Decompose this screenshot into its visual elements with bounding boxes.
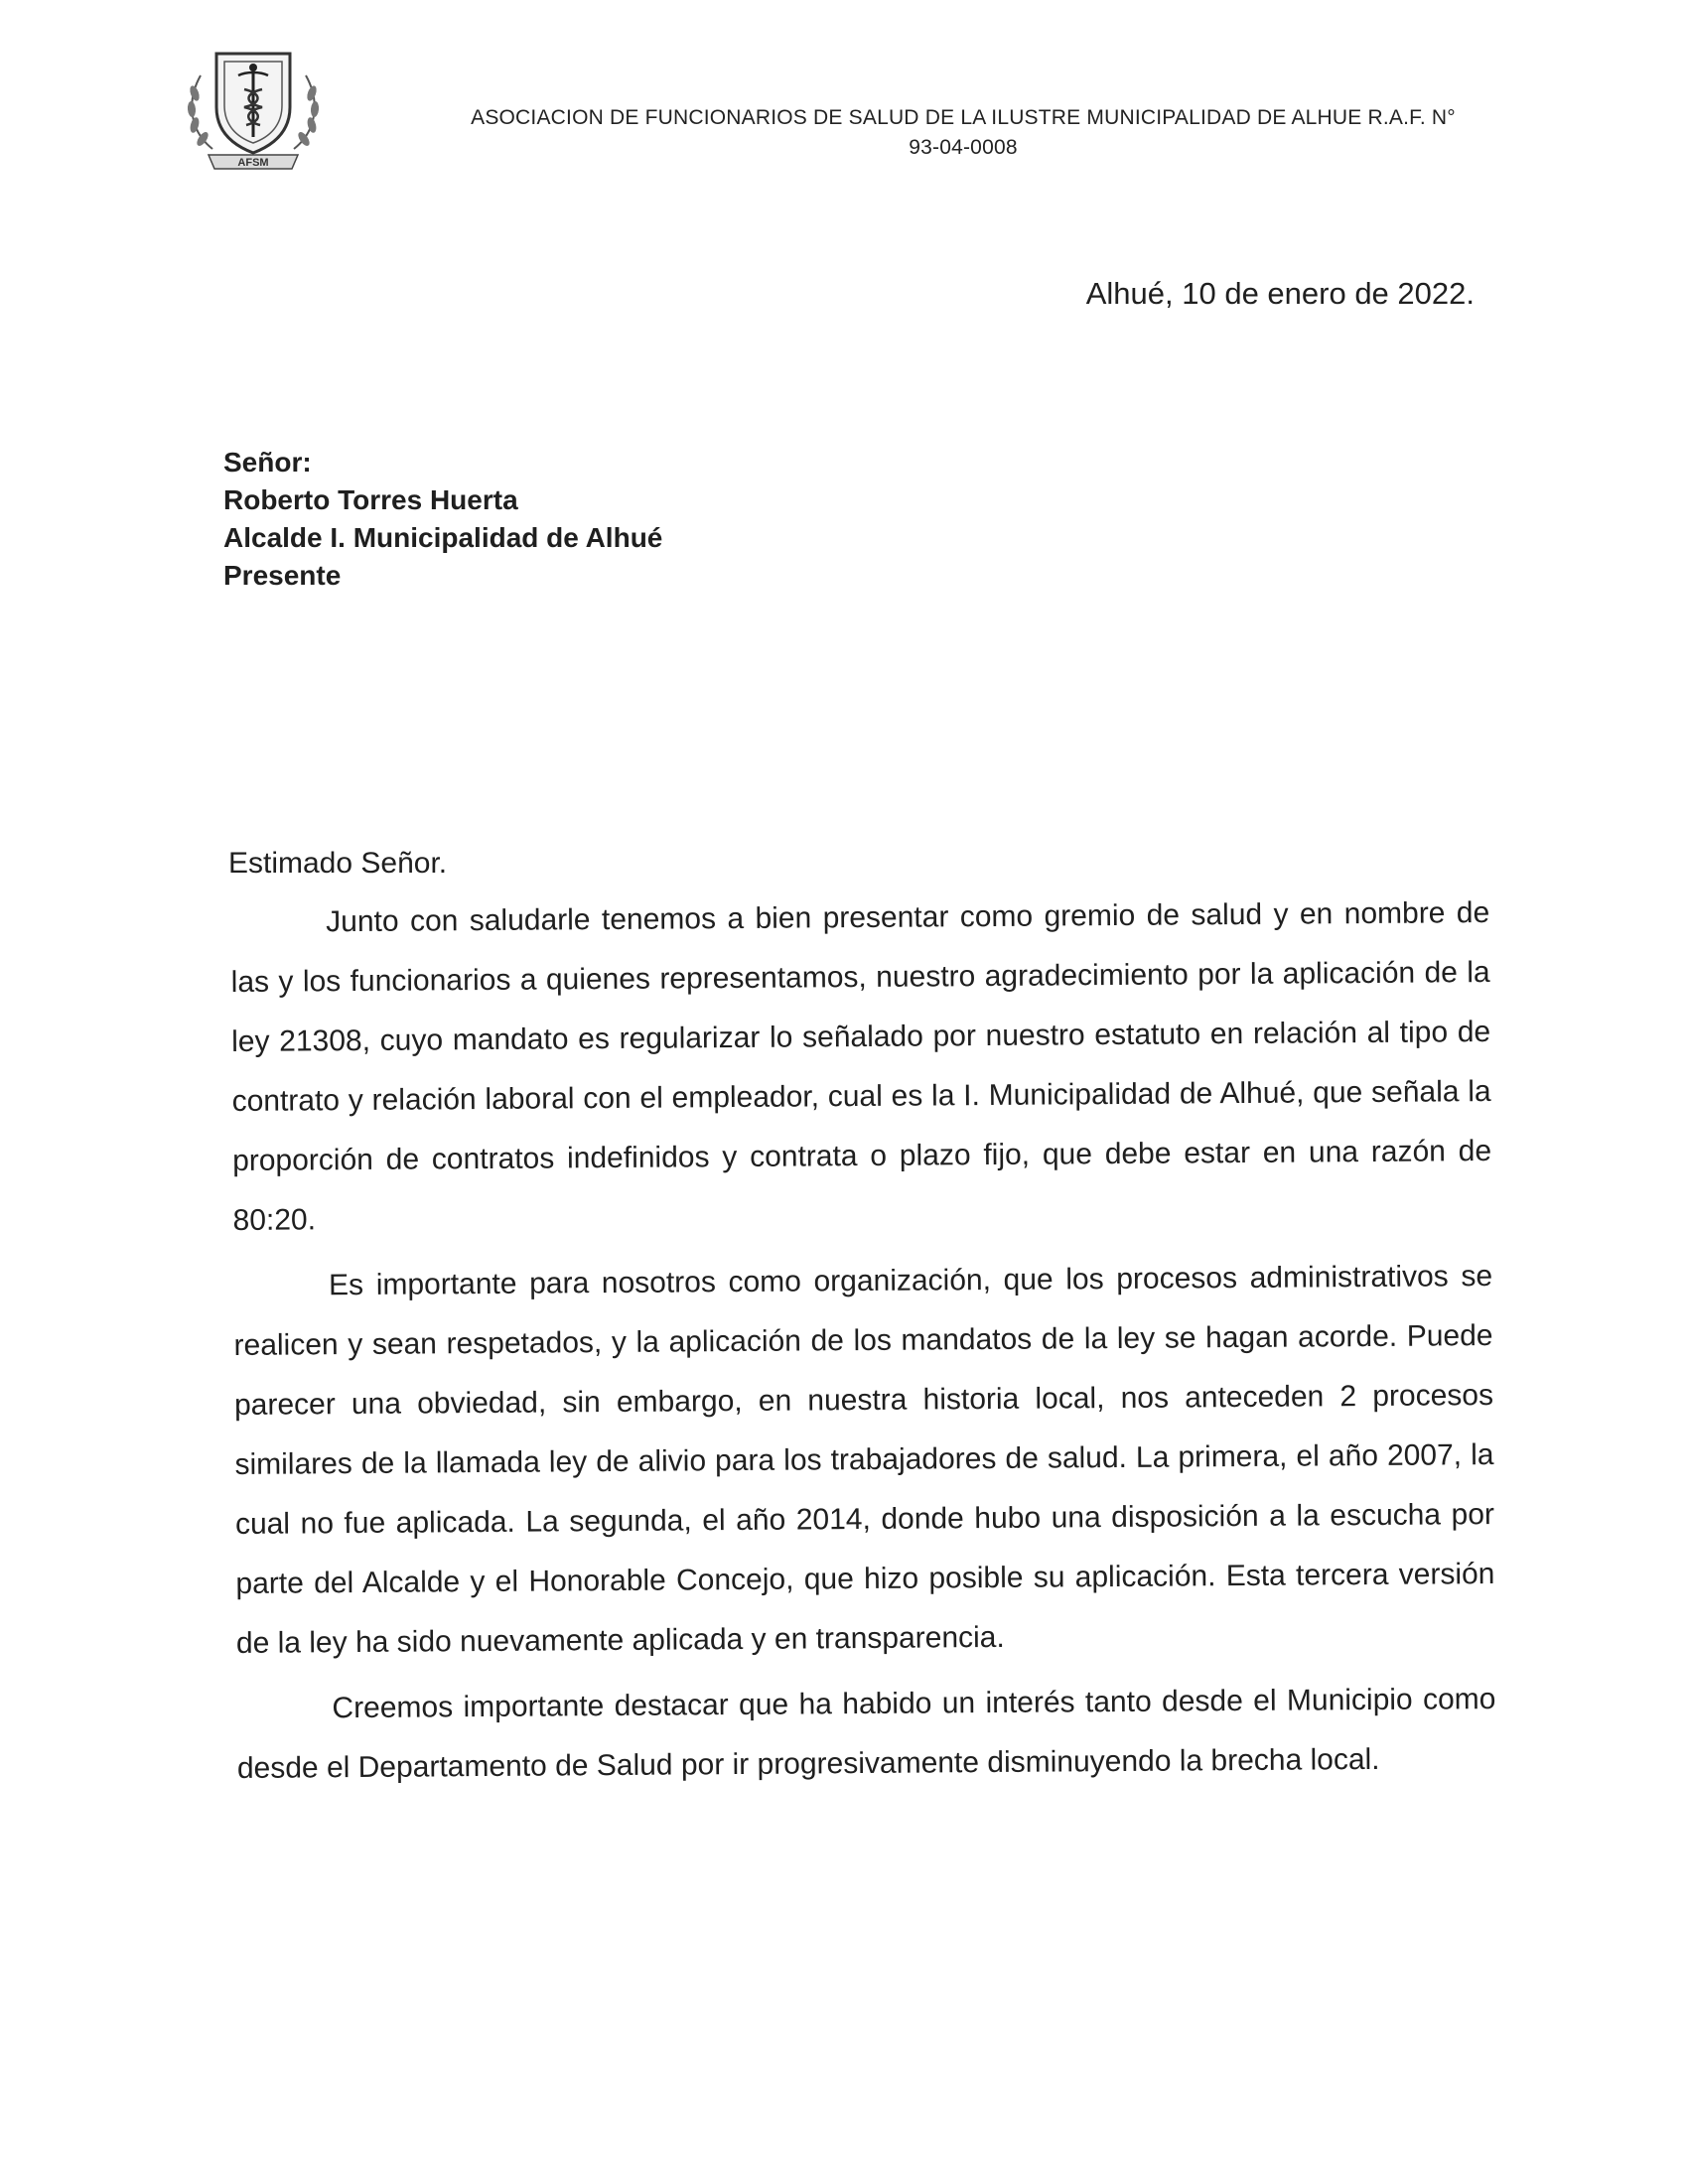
addressee-block [223,444,662,595]
addressee-position: Alcalde I. Municipalidad de Alhué [223,522,663,553]
letter-date: Alhué, 10 de enero de 2022. [1085,276,1475,311]
letter-body [230,884,1496,1805]
health-association-crest-icon [179,46,328,175]
addressee-name: Roberto Torres Huerta [223,484,518,515]
organization-header: ASOCIACION DE FUNCIONARIOS DE SALUD DE LA ILUSTRE MUNICIPALIDAD DE ALHUE R.A.F. N° 93-04-0008 [471,106,1456,159]
addressee-salutation: Señor: [223,447,312,478]
crest-caption: AFSM [237,157,269,169]
addressee-presente: Presente [223,560,342,591]
body-paragraph-1: Junto con saludarle tenemos a bien presentar como gremio de salud y en nombre de las y los funcionarios a quienes representamos, nuestro agradecimiento por la aplicación de la ley 21308, cuyo mandato es regularizar lo señalado por nuestro estatuto en relación al tipo de contrato y relación laboral con el empleador, cual es la I. Municipalidad de Alhué, que señala la proporción de contratos indefinidos y contrata o plazo fijo, que debe estar en una razón de 80:20. [230,896,1492,1237]
crest-graphic [179,46,328,175]
body-paragraph-2: Es importante para nosotros como organización, que los procesos administrativos se realicen y sean respetados, y la aplicación de los mandatos de la ley se hagan acorde. Puede parecer una obviedad, sin embargo, en nuestra historia local, nos anteceden 2 procesos similares de la llamada ley de alivio para los trabajadores de salud. La primera, el año 2007, la cual no fue aplicada. La segunda, el año 2014, donde hubo una disposición a la escucha por parte del Alcalde y el Honorable Concejo, que hizo posible su aplicación. Esta tercera versión de la ley ha sido nuevamente aplicada y en transparencia. [233,1260,1495,1660]
body-paragraph-3: Creemos importante destacar que ha habido un interés tanto desde el Municipio como desde el Departamento de Salud por ir progresivamente disminuyendo la brecha local. [236,1683,1496,1785]
letter-greeting: Estimado Señor. [228,847,448,880]
